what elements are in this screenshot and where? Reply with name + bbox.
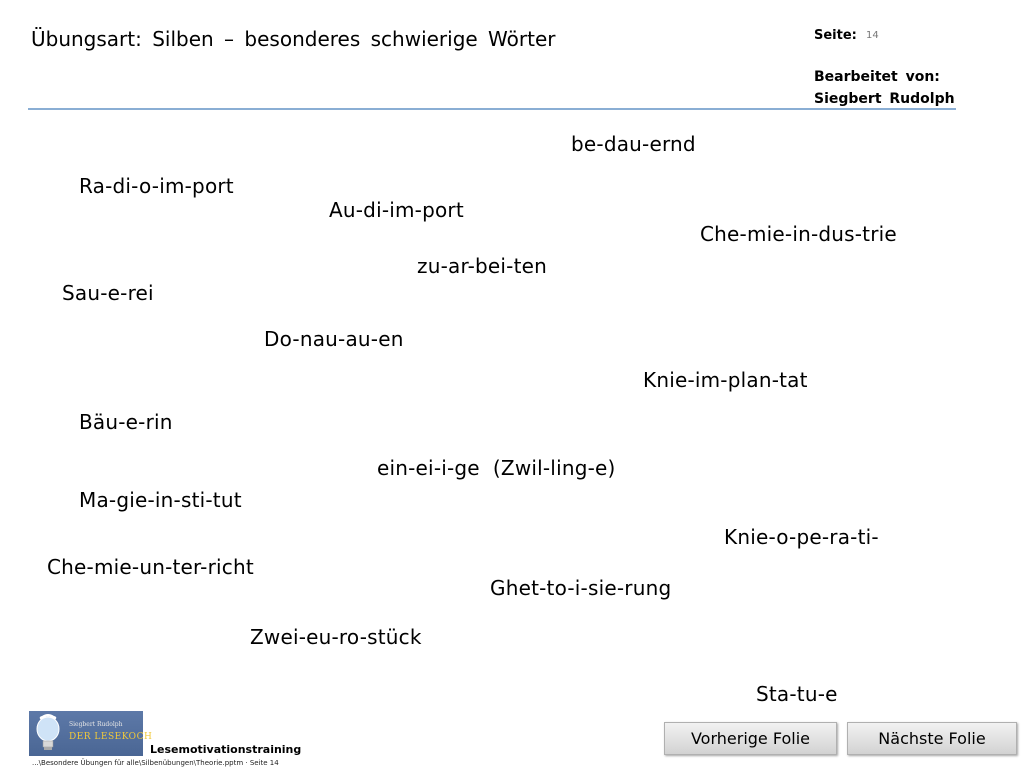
footer-file-path: ...\Besondere Übungen für alle\Silbenübungen\Theorie.pptm · Seite 14 [32, 759, 279, 767]
word-item: Ghet-to-i-sie-rung [490, 576, 672, 600]
word-item: Sau-e-rei [62, 281, 154, 305]
word-item: Sta-tu-e [756, 682, 838, 706]
author-name: Siegbert Rudolph [814, 91, 955, 107]
word-item: Ma-gie-in-sti-tut [79, 488, 242, 512]
logo-author-text: Siegbert Rudolph [69, 721, 123, 728]
word-item: Do-nau-au-en [264, 327, 404, 351]
logo-brand-text: DER LESEKOCH [69, 732, 153, 742]
word-item: Che-mie-un-ter-richt [47, 555, 254, 579]
word-item: Zwei-eu-ro-stück [250, 625, 422, 649]
word-item: Ra-di-o-im-port [79, 174, 234, 198]
lightbulb-icon [32, 714, 64, 754]
word-item: be-dau-ernd [571, 132, 696, 156]
author-label: Bearbeitet von: [814, 69, 940, 85]
lesekoch-logo [29, 711, 153, 756]
page-title: Übungsart: Silben – besonderes schwierige Wörter [31, 27, 556, 51]
next-slide-button[interactable]: Nächste Folie [847, 722, 1017, 755]
word-item: ein-ei-i-ge (Zwil-ling-e) [377, 456, 616, 480]
word-item: zu-ar-bei-ten [417, 254, 548, 278]
author-block [814, 66, 955, 110]
word-item: Che-mie-in-dus-trie [700, 222, 897, 246]
previous-slide-button[interactable]: Vorherige Folie [664, 722, 837, 755]
word-item: Knie-im-plan-tat [643, 368, 808, 392]
footer-title: Lesemotivationstraining [150, 743, 302, 756]
word-item: Au-di-im-port [329, 198, 464, 222]
header-divider [28, 108, 956, 110]
page-number: 14 [866, 30, 879, 41]
word-item: Knie-o-pe-ra-ti- [724, 525, 879, 549]
page-label: Seite: [814, 28, 857, 43]
word-item: Bäu-e-rin [79, 410, 173, 434]
